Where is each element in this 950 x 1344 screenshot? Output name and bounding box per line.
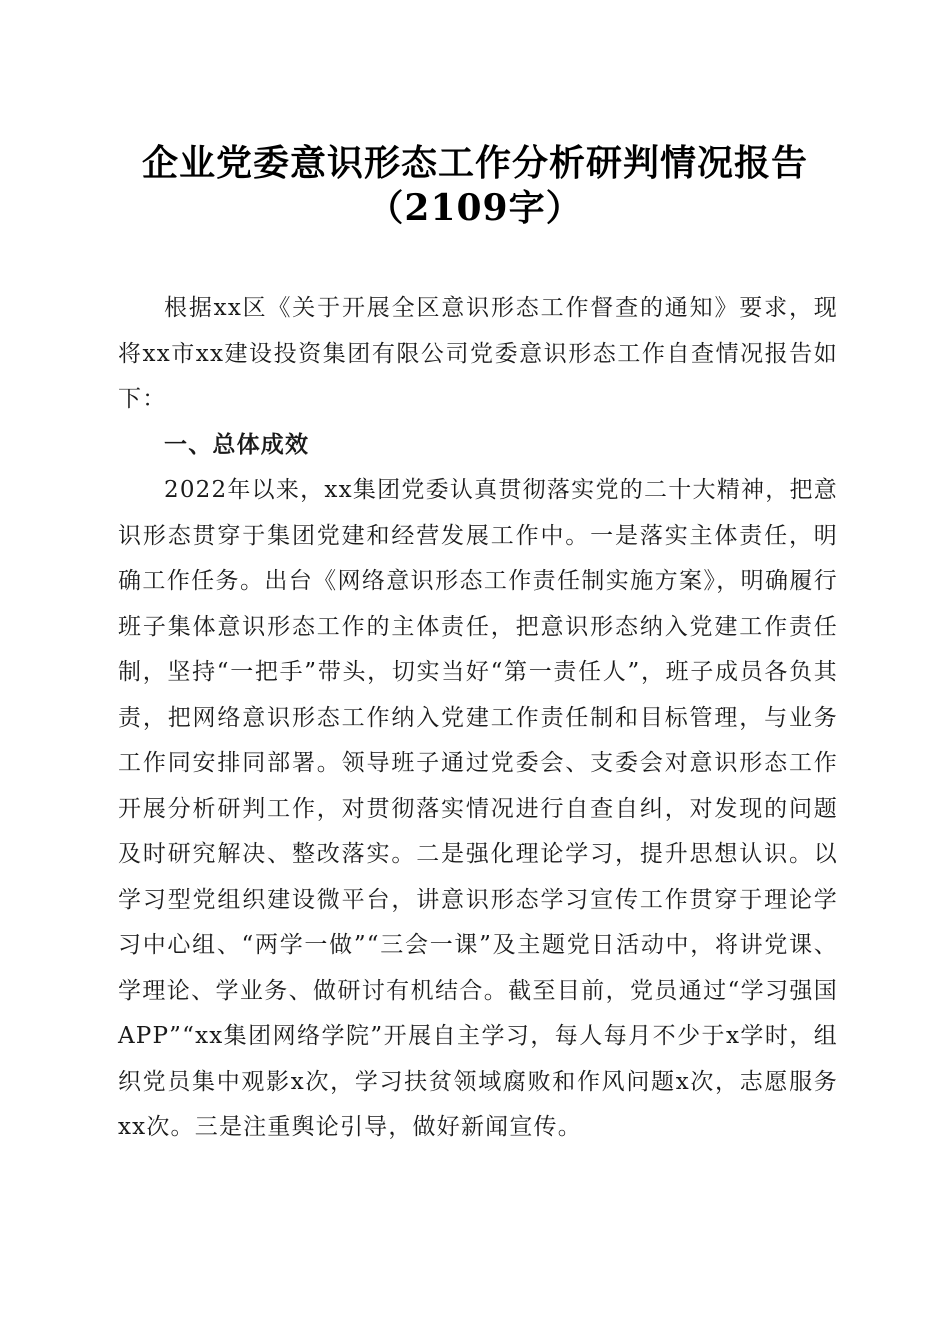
- document-body: [118, 286, 838, 1151]
- section-heading: 一、总体成效: [164, 431, 310, 458]
- intro-paragraph: 根据xx区《关于开展全区意识形态工作督查的通知》要求，现将xx市xx建设投资集团有限公司党委意识形态工作自查情况报告如下：: [118, 295, 838, 412]
- document-title: 企业党委意识形态工作分析研判情况报告: [141, 142, 808, 184]
- section-paragraph: 2022年以来，xx集团党委认真贯彻落实党的二十大精神，把意识形态贯穿于集团党建和经营发展工作中。一是落实主体责任，明确工作任务。出台《网络意识形态工作责任制实施方案》，明确履行班子集体意识形态工作的主体责任，把意识形态纳入党建工作责任制，坚持“一把手”带头，切实当好“第一责任人”，班子成员各负其责，把网络意识形态工作纳入党建工作责任制和目标管理，与业务工作同安排同部署。领导班子通过党委会、支委会对意识形态工作开展分析研判工作，对贯彻落实情况进行自查自纠，对发现的问题及时研究解决、整改落实。二是强化理论学习，提升思想认识。以学习型党组织建设微平台，讲意识形态学习宣传工作贯穿于理论学习中心组、“两学一做”“三会一课”及主题党日活动中，将讲党课、学理论、学业务、做研讨有机结合。截至目前，党员通过“学习强国APP”“xx集团网络学院”开展自主学习，每人每月不少于x学时，组织党员集中观影x次，学习扶贫领域腐败和作风问题x次，志愿服务xx次。三是注重舆论引导，做好新闻宣传。: [118, 477, 838, 1140]
- document-word-count: （2109字）: [367, 187, 583, 229]
